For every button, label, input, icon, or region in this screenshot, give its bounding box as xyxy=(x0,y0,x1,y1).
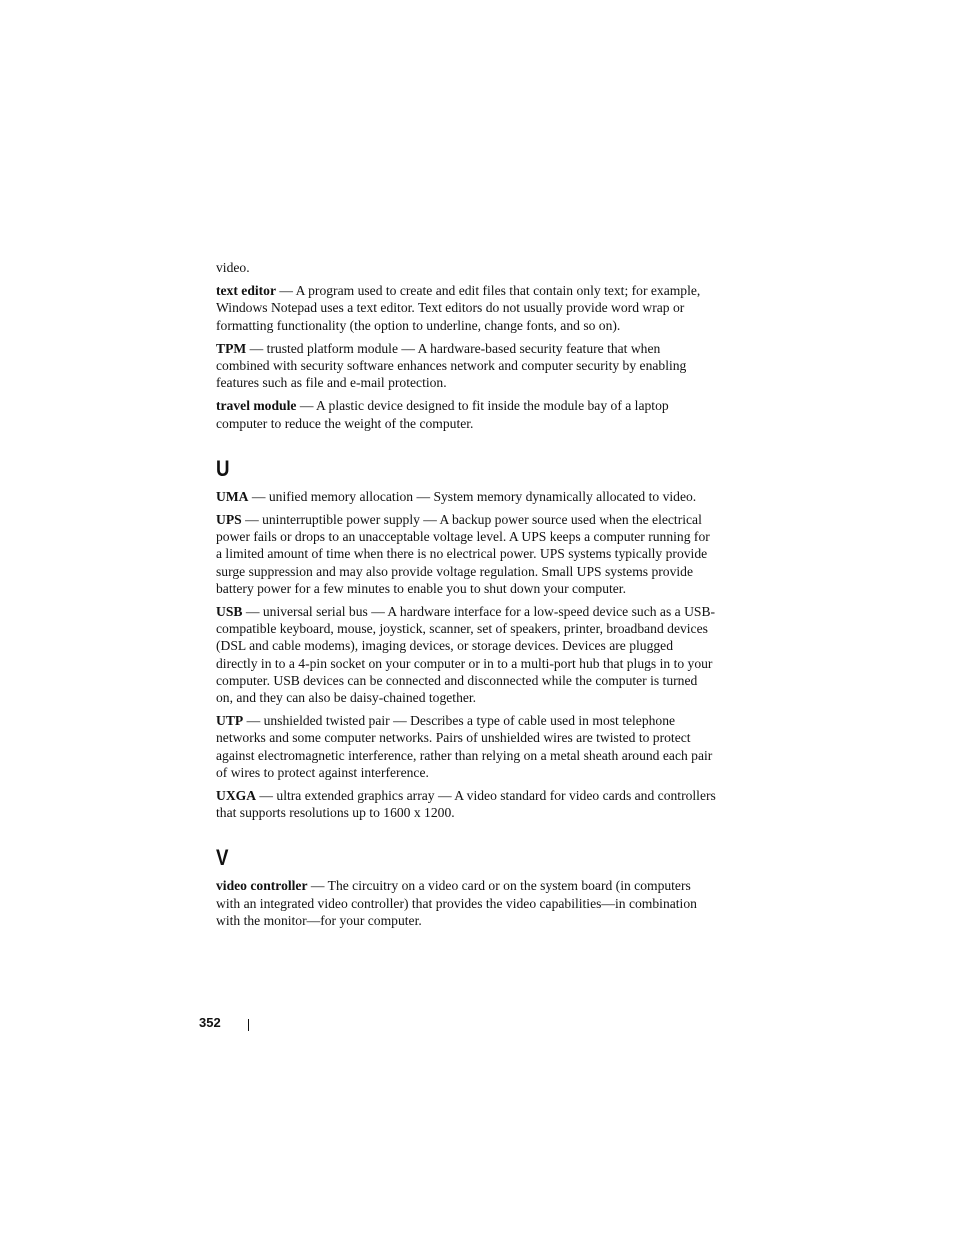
glossary-definition: — ultra extended graphics array — A video standard for video cards and controllers that supports resolutions up to 1600 x 1200. xyxy=(216,788,716,821)
glossary-term: UXGA xyxy=(216,788,257,804)
glossary-definition: — uninterruptible power supply — A backup power source used when the electrical power fails or drops to an unacceptable voltage level. A UPS keeps a computer running for a limited amount of time when there is no electrical power. UPS systems typically provide surge suppression and may also provide voltage regulation. Small UPS systems provide battery power for a few minutes to enable you to shut down your computer. xyxy=(216,512,710,596)
section-heading-v: V xyxy=(216,845,229,871)
glossary-term: TPM xyxy=(216,340,247,356)
glossary-term: text editor xyxy=(216,283,277,299)
glossary-entry-ups xyxy=(216,511,716,597)
glossary-definition: — A program used to create and edit files that contain only text; for example, Windows Notepad uses a text editor. Text editors do not usually provide word wrap or formatting functionality (the option to underline, change fonts, and so on). xyxy=(216,283,701,333)
glossary-entry-usb xyxy=(216,603,716,706)
glossary-entry-uma xyxy=(216,488,716,505)
glossary-entry-tpm xyxy=(216,340,716,392)
glossary-term: UMA xyxy=(216,488,249,504)
glossary-definition: — unified memory allocation — System memory dynamically allocated to video. xyxy=(248,488,697,504)
glossary-definition: — trusted platform module — A hardware-based security feature that when combined with security software enhances network and computer security by enabling features such as file and e-mail protection. xyxy=(216,340,687,391)
glossary-term: UTP xyxy=(216,713,244,729)
glossary-definition: — A plastic device designed to fit inside the module bay of a laptop computer to reduce the weight of the computer. xyxy=(216,398,669,431)
glossary-entry-video-controller xyxy=(216,877,716,929)
footer-divider xyxy=(248,1019,249,1031)
glossary-entry-travel-module xyxy=(216,397,716,431)
intro-fragment: video. xyxy=(216,260,250,275)
glossary-entry-uxga xyxy=(216,787,716,821)
glossary-term: USB xyxy=(216,604,243,620)
page-number: 352 xyxy=(199,1015,221,1030)
glossary-content xyxy=(216,259,716,935)
glossary-entry-text-editor xyxy=(216,282,716,334)
glossary-term: video controller xyxy=(216,878,308,894)
section-heading-u: U xyxy=(216,455,230,481)
glossary-term: UPS xyxy=(216,512,242,528)
glossary-term: travel module xyxy=(216,398,297,414)
glossary-definition: — unshielded twisted pair — Describes a type of cable used in most telephone networks and some computer networks. Pairs of unshielded wires are twisted to protect against electromagnetic interference, rather than relying on a metal sheath around each pair of wires to protect against interference. xyxy=(216,713,713,780)
glossary-entry-utp xyxy=(216,712,716,781)
glossary-definition: — universal serial bus — A hardware interface for a low-speed device such as a USB-compatible keyboard, mouse, joystick, scanner, set of speakers, printer, broadband devices (DSL and cable modems), imaging devices, or storage devices. Devices are plugged directly in to a 4-pin socket on your computer or in to a multi-port hub that plugs in to your computer. USB devices can be connected and disconnected while the computer is turned on, and they can also be daisy-chained together. xyxy=(216,604,716,706)
glossary-definition: — The circuitry on a video card or on the system board (in computers with an integrated video controller) that provides the video capabilities—in combination with the monitor—for your computer. xyxy=(216,878,697,928)
